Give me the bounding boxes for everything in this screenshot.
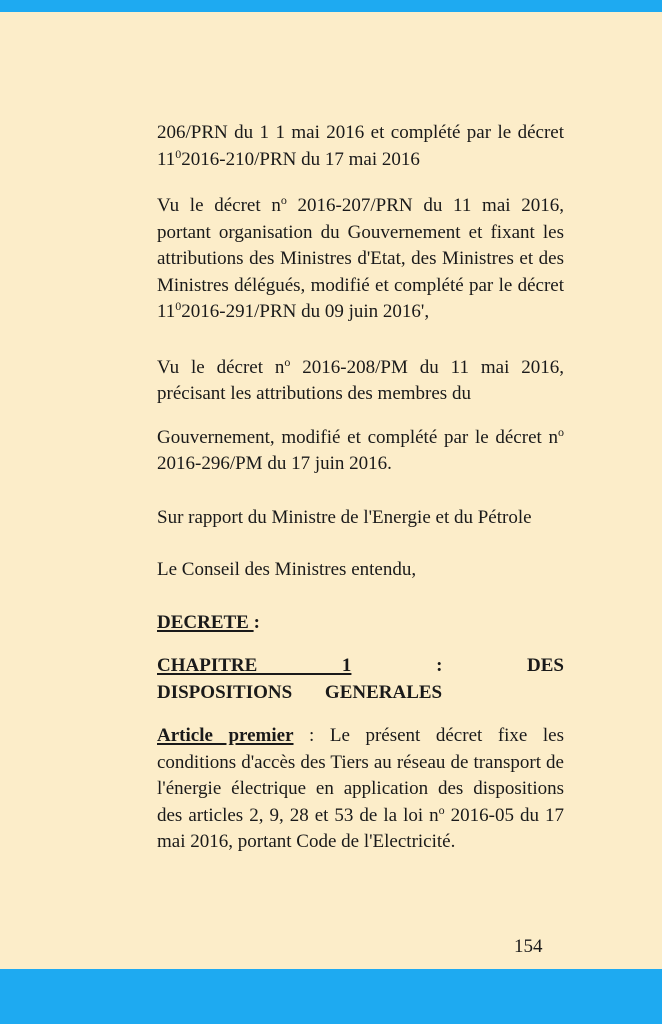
superscript: o <box>280 193 287 207</box>
chapter-label: CHAPITRE 1 <box>157 655 352 676</box>
chapter-title: : DES DISPOSITIONS GENERALES <box>157 655 564 703</box>
decrete-label: DECRETE <box>157 611 254 633</box>
text: 2016-291/PRN du 09 juin 2016', <box>181 301 430 322</box>
paragraph-council: Le Conseil des Ministres entendu, <box>157 559 417 580</box>
text: Gouvernement, modifié et complété par le décret n <box>157 426 558 448</box>
text: Vu le décret n <box>157 356 285 378</box>
paragraph-decree-208 <box>157 355 564 408</box>
bottom-bar <box>0 969 662 1024</box>
superscript: 0 <box>175 146 182 161</box>
text: 2016-296/PM du 17 juin 2016. <box>157 453 392 474</box>
text: 2016-207/PRN du 11 mai 2016, portant organisation du Gouvernement et fixant les attributions des Ministres d'Etat, des Ministres et des Ministres délégués, modifié et complété par le décret 11 <box>157 195 565 322</box>
text: 2016-208/PM du 11 mai 2016, précisant les attributions des membres du <box>157 356 565 404</box>
article-label: Article premier <box>157 725 294 746</box>
page-number: 154 <box>514 936 543 957</box>
top-bar <box>0 0 662 12</box>
text: 2016-210/PRN du 17 mai 2016 <box>181 148 420 170</box>
text: 206/PRN du 1 1 mai 2016 et complété par le décret 11 <box>157 122 564 170</box>
text: 2016-05 du 17 mai 2016, portant Code de l'Electricité. <box>157 804 564 852</box>
paragraph-report: Sur rapport du Ministre de l'Energie et du Pétrole <box>157 506 532 528</box>
decrete-heading <box>157 610 564 637</box>
chapter-heading <box>157 653 564 706</box>
superscript: o <box>438 802 445 817</box>
superscript: o <box>284 354 291 369</box>
article-premier <box>157 723 564 856</box>
document-body <box>157 120 564 856</box>
superscript: o <box>558 424 564 439</box>
paragraph-decree-continuation <box>157 120 564 173</box>
superscript: 0 <box>175 299 182 313</box>
paragraph-decree-207 <box>157 193 564 326</box>
colon: : <box>253 611 260 633</box>
paragraph-government-modified <box>157 425 564 478</box>
text: Vu le décret n <box>157 195 281 216</box>
text: : Le présent décret fixe les conditions d'accès des Tiers au réseau de transport de l'énergie électrique en application des dispositions des articles 2, 9, 28 et 53 de la loi n <box>157 725 565 826</box>
